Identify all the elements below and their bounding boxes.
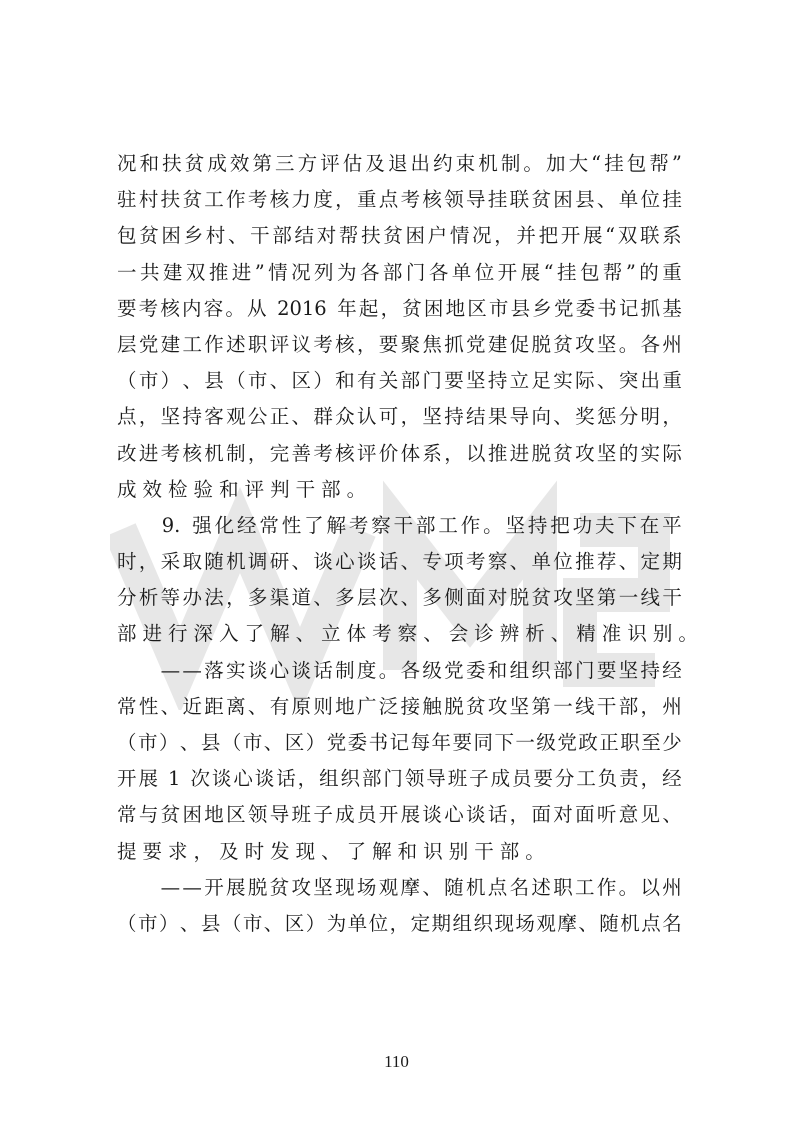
text-line: 况 和 扶 贫 成 效 第 三 方 评 估 及 退 出 约 束 机 制 。 加 大 “ 挂 包 帮 ” <box>117 152 682 175</box>
text-line: 驻 村 扶 贫 工 作 考 核 力 度 ， 重 点 考 核 领 导 挂 联 贫 困 县 、 单 位 挂 <box>117 188 682 212</box>
text-line: 点 ， 坚 持 客 观 公 正 、 群 众 认 可 ， 坚 持 结 果 导 向 、 奖 惩 分 明 ， <box>117 405 682 429</box>
text-line: （ 市 ） 、 县 （ 市 、 区 ） 为 单 位 ， 定 期 组 织 现 场 观 摩 、 随 机 点 名 <box>117 911 682 935</box>
text-line: 常 性 、 近 距 离 、 有 原 则 地 广 泛 接 触 脱 贫 攻 坚 第 一 线 干 部 ， 州 <box>117 694 682 718</box>
text-line: （ 市 ） 、 县 （ 市 、 区 ） 党 委 书 记 每 年 要 同 下 一 级 党 政 正 职 至 少 <box>117 731 682 754</box>
text-line: 层 党 建 工 作 述 职 评 议 考 核 ， 要 聚 焦 抓 党 建 促 脱 贫 攻 坚 。 各 州 <box>117 332 682 356</box>
text-line: 改 进 考 核 机 制 ， 完 善 考 核 评 价 体 系 ， 以 推 进 脱 贫 攻 坚 的 实 际 <box>117 441 682 465</box>
text-line: — — 开 展 脱 贫 攻 坚 现 场 观 摩 、 随 机 点 名 述 职 工 作 。 以 州 <box>160 875 682 899</box>
text-line: 常 与 贫 困 地 区 领 导 班 子 成 员 开 展 谈 心 谈 话 ， 面 对 面 听 意 见 、 <box>117 803 682 827</box>
text-line: （ 市 ） 、 县 （ 市 、 区 ） 和 有 关 部 门 要 坚 持 立 足 实 际 、 突 出 重 <box>117 369 682 393</box>
text-line: 部 进 行 深 入 了 解 、 立 体 考 察 、 会 诊 辨 析 、 精 准 识 别 。 <box>117 622 698 646</box>
text-line: 要 考 核 内 容 。 从 2016 年 起 ， 贫 困 地 区 市 县 乡 党 委 书 记 抓 基 <box>117 296 682 320</box>
text-line: 成 效 检 验 和 评 判 干 部 。 <box>117 477 367 501</box>
text-line: — — 落 实 谈 心 谈 话 制 度 。 各 级 党 委 和 组 织 部 门 要 坚 持 经 <box>160 658 682 682</box>
text-line: 开 展 1 次 谈 心 谈 话 ， 组 织 部 门 领 导 班 子 成 员 要 分 工 负 责 ， 经 <box>117 767 682 791</box>
text-line: 包 贫 困 乡 村 、 干 部 结 对 帮 扶 贫 困 户 情 况 ， 并 把 开 展 “ 双 联 系 <box>117 224 682 248</box>
body-text <box>117 146 698 942</box>
text-line: 9. 强 化 经 常 性 了 解 考 察 干 部 工 作 。 坚 持 把 功 夫 下 在 平 <box>161 513 682 537</box>
text-line: 时 ， 采 取 随 机 调 研 、 谈 心 谈 话 、 专 项 考 察 、 单 位 推 荐 、 定 期 <box>117 550 682 574</box>
text-line: 分 析 等 办 法 ， 多 渠 道 、 多 层 次 、 多 侧 面 对 脱 贫 攻 坚 第 一 线 干 <box>117 586 682 610</box>
page-number: 110 <box>384 1052 409 1071</box>
text-line: 提 要 求 ， 及 时 发 现 、 了 解 和 识 别 干 部 。 <box>117 839 545 863</box>
text-line: 一 共 建 双 推 进 ” 情 况 列 为 各 部 门 各 单 位 开 展 “ 挂 包 帮 ” 的 重 <box>117 260 682 284</box>
